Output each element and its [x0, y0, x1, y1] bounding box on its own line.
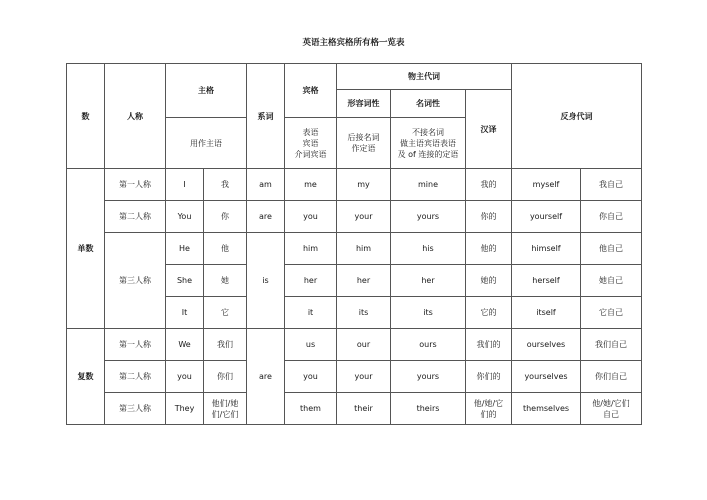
- subject-cell: They: [166, 393, 204, 425]
- header-subject-case-use: 用作主语: [166, 118, 247, 169]
- adjectival-cell: your: [337, 201, 391, 233]
- subject-cell: He: [166, 233, 204, 265]
- reflexive-cn-cell: 我自己: [581, 169, 642, 201]
- chinese-line: 他/她/它: [473, 398, 504, 408]
- subject-cell: I: [166, 169, 204, 201]
- subject-cn-cell: 他: [204, 233, 247, 265]
- object-cell: you: [285, 201, 337, 233]
- pronoun-table: [66, 63, 642, 425]
- nominal-use-line: 不接名词: [412, 127, 444, 137]
- chinese-cell: 我们的: [466, 329, 512, 361]
- adjectival-cell: my: [337, 169, 391, 201]
- adjectival-cell: him: [337, 233, 391, 265]
- object-cell: me: [285, 169, 337, 201]
- nominal-cell: mine: [391, 169, 466, 201]
- header-nominal-use: [391, 118, 466, 169]
- nominal-cell: her: [391, 265, 466, 297]
- header-adjectival-use: [337, 118, 391, 169]
- header-subject-case: 主格: [166, 64, 247, 118]
- subject-cn-cell: [204, 393, 247, 425]
- adjectival-cell: your: [337, 361, 391, 393]
- header-chinese: 汉译: [466, 90, 512, 169]
- subject-cn-line: 们/它们: [211, 409, 239, 419]
- object-cell: him: [285, 233, 337, 265]
- group-singular: 单数: [67, 169, 105, 329]
- reflexive-cn-cell: 她自己: [581, 265, 642, 297]
- reflexive-cn-cell: 你们自己: [581, 361, 642, 393]
- subject-cn-line: 他们/她: [211, 398, 239, 408]
- reflexive-cn-cell: [581, 393, 642, 425]
- reflexive-cell: yourself: [512, 201, 581, 233]
- adjectival-use-line: 作定语: [351, 144, 376, 153]
- adjectival-cell: her: [337, 265, 391, 297]
- subject-cn-cell: 你: [204, 201, 247, 233]
- nominal-cell: ours: [391, 329, 466, 361]
- subject-cn-cell: 它: [204, 297, 247, 329]
- header-possessive: 物主代词: [337, 64, 512, 90]
- verb-cell: am: [247, 169, 285, 201]
- subject-cell: It: [166, 297, 204, 329]
- object-cell: them: [285, 393, 337, 425]
- person-cell: 第三人称: [105, 393, 166, 425]
- reflexive-cn-line: 他/她/它们: [592, 398, 630, 408]
- chinese-cell: 我的: [466, 169, 512, 201]
- verb-cell: are: [247, 329, 285, 425]
- chinese-cell: 它的: [466, 297, 512, 329]
- nominal-cell: yours: [391, 361, 466, 393]
- nominal-use-line: 及 of 连接的定语: [397, 149, 459, 159]
- object-use-line: 宾语: [302, 138, 319, 148]
- adjectival-cell: its: [337, 297, 391, 329]
- chinese-line: 们的: [480, 409, 497, 419]
- adjectival-cell: their: [337, 393, 391, 425]
- header-person: 人称: [105, 64, 166, 169]
- reflexive-cn-cell: 我们自己: [581, 329, 642, 361]
- reflexive-cell: ourselves: [512, 329, 581, 361]
- header-reflexive: 反身代词: [512, 64, 642, 169]
- page-title: 英语主格宾格所有格一览表: [302, 38, 405, 48]
- header-adjectival: 形容词性: [337, 90, 391, 118]
- chinese-cell: 他的: [466, 233, 512, 265]
- table-row: [67, 393, 642, 425]
- subject-cn-cell: 我们: [204, 329, 247, 361]
- adjectival-use-line: 后接名词: [347, 133, 380, 142]
- reflexive-cn-cell: 他自己: [581, 233, 642, 265]
- person-cell: 第三人称: [105, 233, 166, 329]
- object-use-line: 表语: [302, 127, 319, 137]
- reflexive-cell: herself: [512, 265, 581, 297]
- reflexive-cn-line: 自己: [603, 409, 619, 419]
- nominal-cell: its: [391, 297, 466, 329]
- person-cell: 第一人称: [105, 329, 166, 361]
- chinese-cell: 你们的: [466, 361, 512, 393]
- subject-cn-cell: 你们: [204, 361, 247, 393]
- object-cell: it: [285, 297, 337, 329]
- group-plural: 复数: [67, 329, 105, 425]
- table-row: [67, 233, 642, 265]
- header-nominal: 名词性: [391, 90, 466, 118]
- nominal-cell: theirs: [391, 393, 466, 425]
- object-cell: you: [285, 361, 337, 393]
- table-row: [67, 201, 642, 233]
- person-cell: 第二人称: [105, 361, 166, 393]
- subject-cell: you: [166, 361, 204, 393]
- chinese-cell: [466, 393, 512, 425]
- subject-cell: She: [166, 265, 204, 297]
- reflexive-cell: yourselves: [512, 361, 581, 393]
- person-cell: 第二人称: [105, 201, 166, 233]
- subject-cn-cell: 我: [204, 169, 247, 201]
- nominal-use-line: 做主语宾语表语: [400, 138, 456, 148]
- subject-cell: We: [166, 329, 204, 361]
- reflexive-cn-cell: 你自己: [581, 201, 642, 233]
- table-row: [67, 169, 642, 201]
- reflexive-cell: themselves: [512, 393, 581, 425]
- chinese-cell: 你的: [466, 201, 512, 233]
- person-cell: 第一人称: [105, 169, 166, 201]
- header-number: 数: [67, 64, 105, 169]
- adjectival-cell: our: [337, 329, 391, 361]
- header-linking-verb: 系词: [247, 64, 285, 169]
- chinese-cell: 她的: [466, 265, 512, 297]
- reflexive-cell: myself: [512, 169, 581, 201]
- table-row: [67, 329, 642, 361]
- reflexive-cn-cell: 它自己: [581, 297, 642, 329]
- header-object-case-use: [285, 118, 337, 169]
- verb-cell: are: [247, 201, 285, 233]
- nominal-cell: yours: [391, 201, 466, 233]
- object-cell: us: [285, 329, 337, 361]
- reflexive-cell: itself: [512, 297, 581, 329]
- reflexive-cell: himself: [512, 233, 581, 265]
- verb-cell: is: [247, 233, 285, 329]
- header-object-case: 宾格: [285, 64, 337, 118]
- object-use-line: 介词宾语: [294, 149, 327, 159]
- table-row: [67, 361, 642, 393]
- subject-cell: You: [166, 201, 204, 233]
- nominal-cell: his: [391, 233, 466, 265]
- object-cell: her: [285, 265, 337, 297]
- subject-cn-cell: 她: [204, 265, 247, 297]
